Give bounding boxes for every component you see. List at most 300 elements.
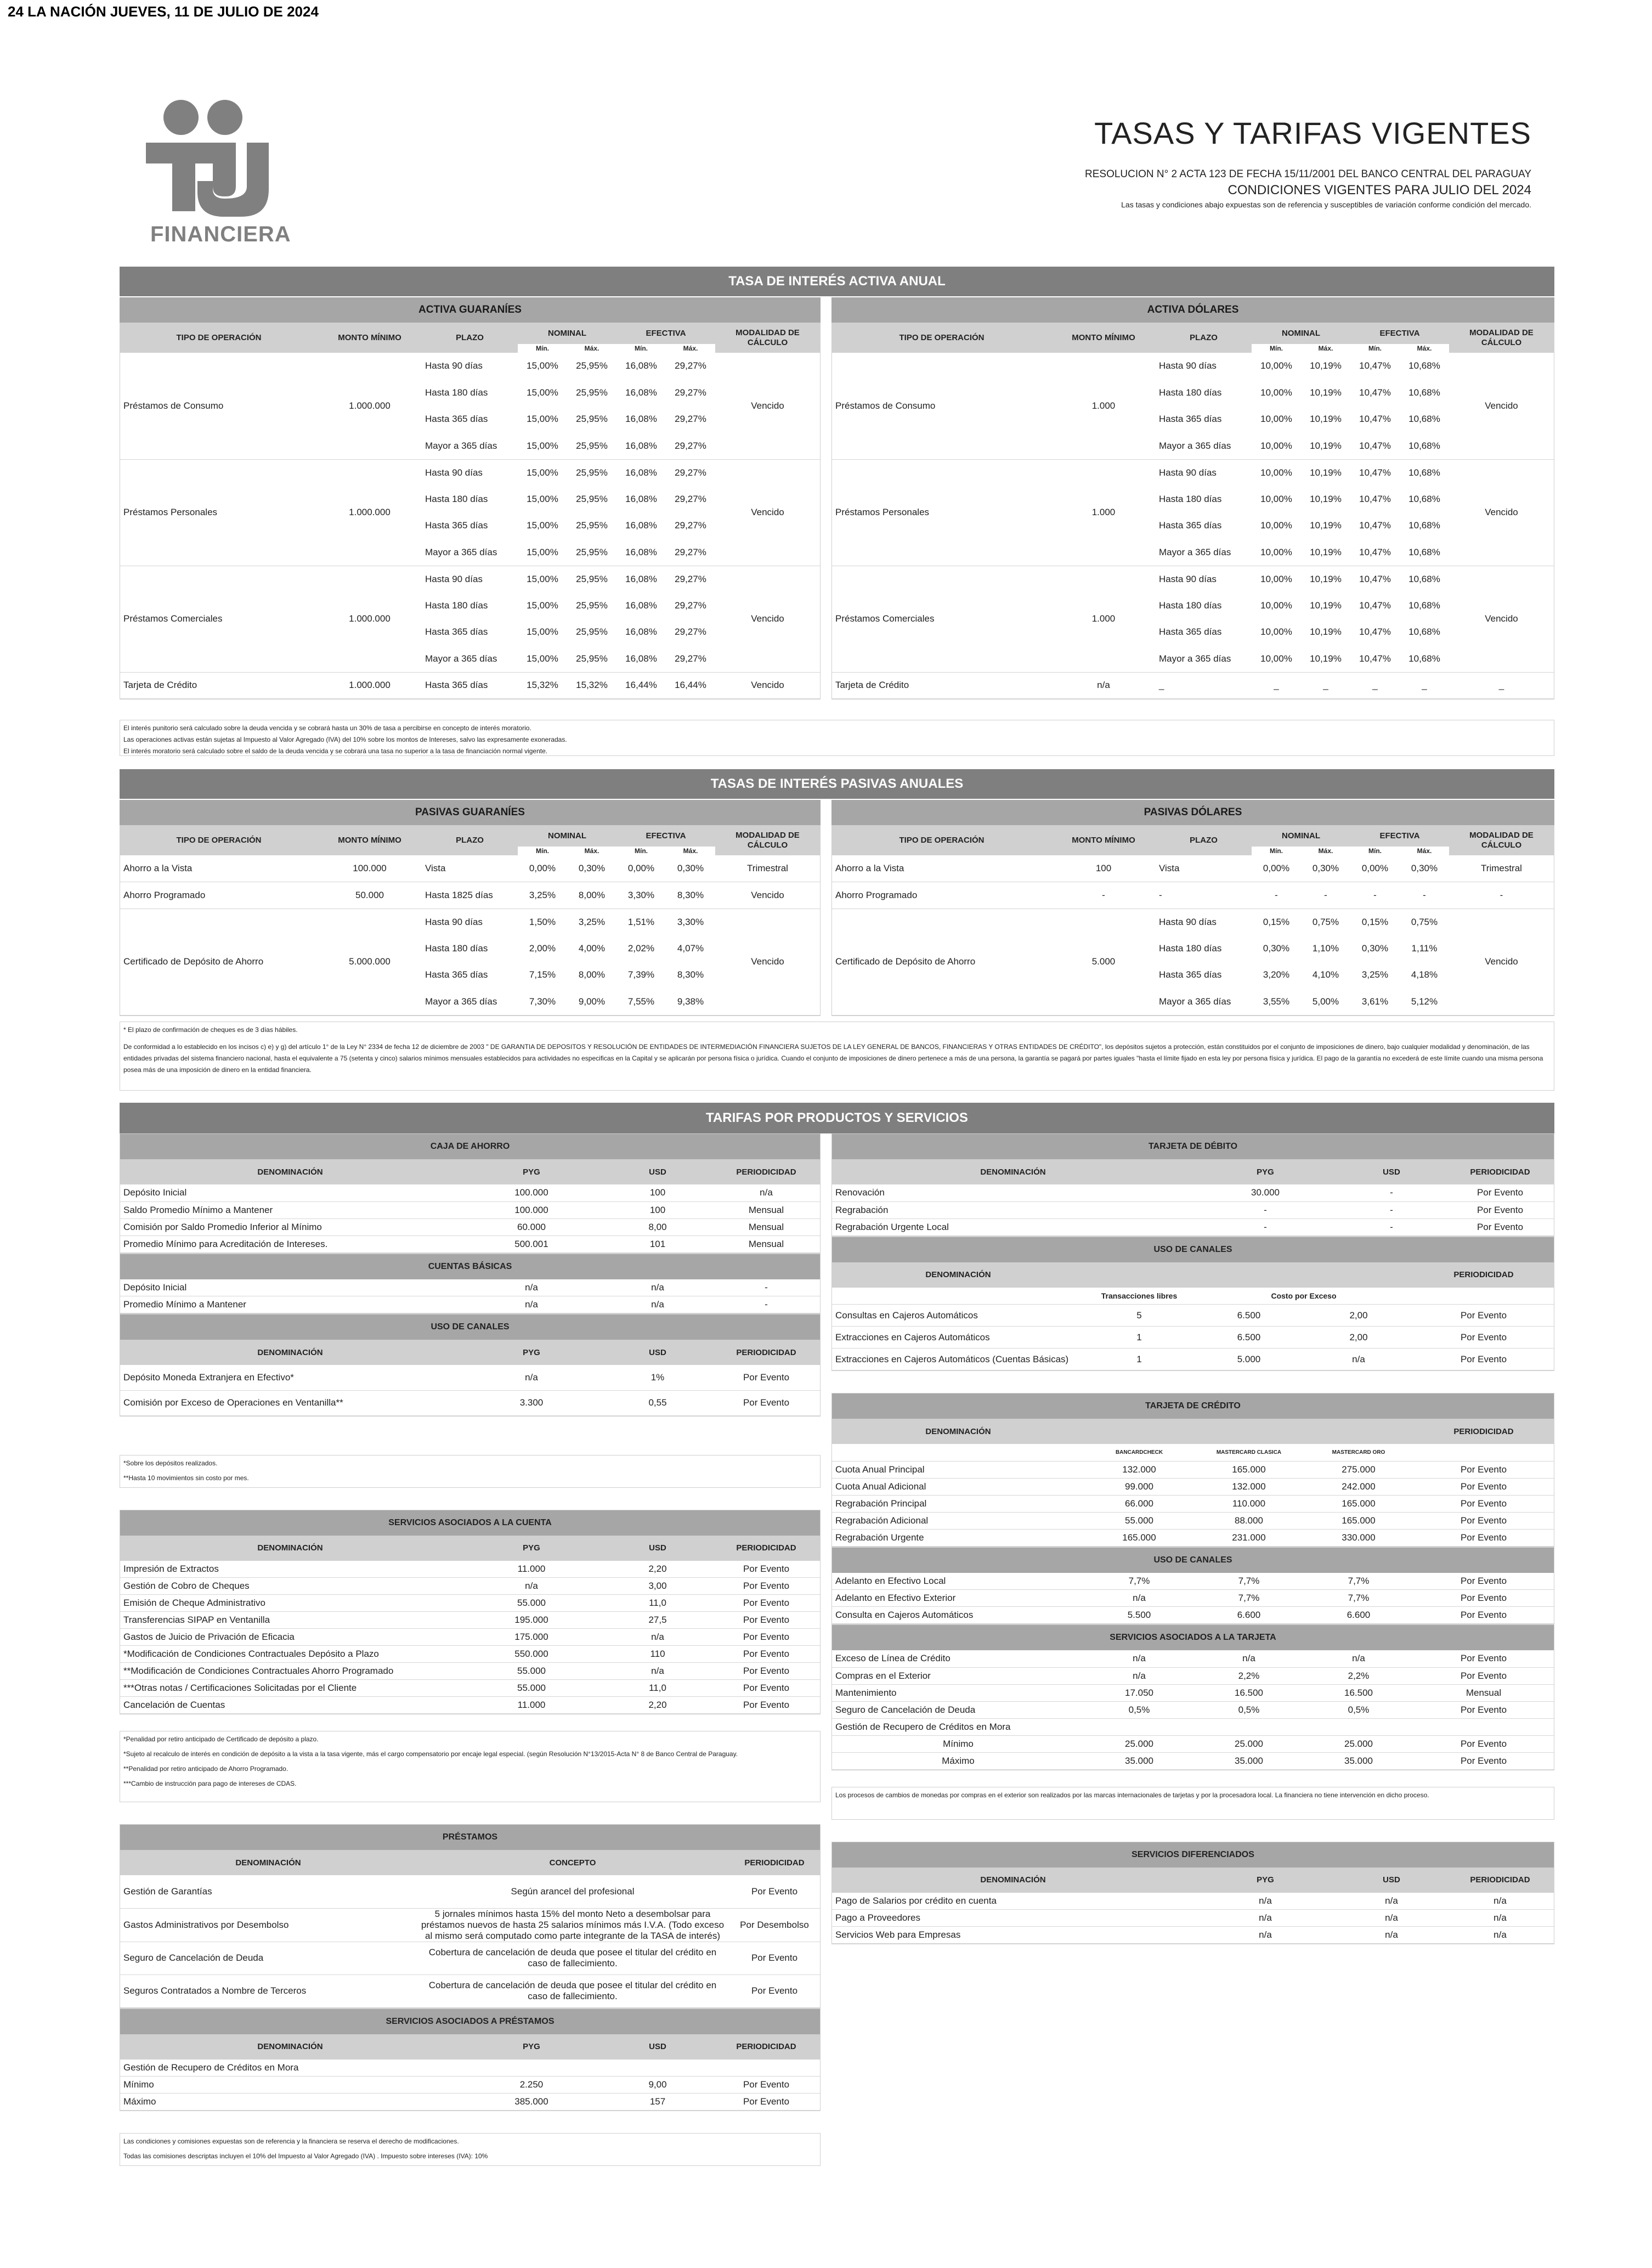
nom-min: 3,25% — [518, 882, 567, 909]
tariff-name: Máximo — [832, 1752, 1084, 1769]
col-max: Máx. — [1318, 345, 1333, 352]
col-header: USD — [603, 2034, 712, 2060]
tariff-row — [120, 1218, 820, 1235]
nom-min: 3,20% — [1263, 969, 1290, 980]
tariff-row — [120, 1908, 820, 1942]
nom-min: 15,00% — [527, 520, 558, 531]
tariff-value: 2.250 — [460, 2077, 603, 2094]
efe-min: 10,47% — [1359, 627, 1391, 637]
tariff-row — [120, 1680, 820, 1697]
tariff-value: 88.000 — [1194, 1512, 1304, 1529]
nom-min: 10,00% — [1260, 520, 1292, 531]
tariff-row — [120, 1296, 820, 1313]
tariff-value: 330.000 — [1304, 1529, 1413, 1546]
block-title: SERVICIOS ASOCIADOS A LA CUENTA — [120, 1510, 820, 1536]
plazo: Hasta 180 días — [1159, 387, 1222, 398]
tariff-value: 6.600 — [1304, 1607, 1413, 1624]
plazo: Hasta 180 días — [1159, 600, 1222, 611]
tariff-value: Por Evento — [1413, 1650, 1554, 1667]
efe-max: 0,75% — [1411, 916, 1438, 927]
tariff-value: 17.050 — [1084, 1684, 1194, 1701]
tariff-value: 0,5% — [1304, 1701, 1413, 1718]
tariff-value: 500.001 — [460, 1235, 603, 1253]
tariff-name: Seguro de Cancelación de Deuda — [120, 1942, 416, 1974]
col-header: DENOMINACIÓN — [120, 1536, 460, 1561]
tariff-value: Por Evento — [1413, 1752, 1554, 1769]
uso-canales-table — [120, 1314, 821, 1417]
tariff-value: Por Evento — [1413, 1349, 1554, 1370]
col-max: Máx. — [683, 847, 698, 855]
nom-max: 0,30% — [567, 855, 616, 882]
efe-max: 0,30% — [1400, 855, 1449, 882]
nom-max: 10,19% — [1310, 573, 1342, 584]
col-min: Mín. — [536, 345, 549, 352]
col-monto: MONTO MÍNIMO — [1072, 836, 1135, 845]
tariff-value: 1 — [1084, 1327, 1194, 1349]
nom-min: 3,55% — [1252, 989, 1301, 1015]
block-title: SERVICIOS DIFERENCIADOS — [832, 1842, 1554, 1868]
minimum-amount: 1.000.000 — [318, 566, 422, 672]
nom-max: 10,19% — [1310, 467, 1342, 478]
tariff-name: Máximo — [120, 2094, 460, 2111]
tariff-value: 3.300 — [460, 1390, 603, 1415]
efe-max: 29,27% — [675, 600, 706, 611]
rate-row — [832, 672, 1554, 699]
efe-max: _ — [1400, 672, 1449, 699]
mora-header: Gestión de Recupero de Créditos en Mora — [832, 1718, 1554, 1735]
efe-min: 10,47% — [1359, 600, 1391, 611]
nom-min: 10,00% — [1252, 539, 1301, 566]
subtable-title: PASIVAS DÓLARES — [831, 800, 1554, 825]
tariff-value: Por Evento — [712, 1697, 820, 1714]
credito-canales-table — [831, 1547, 1554, 1625]
plazo: Hasta 90 días — [1159, 360, 1217, 371]
plazo: Vista — [1156, 855, 1252, 882]
tariff-value: Por Evento — [1413, 1701, 1554, 1718]
tariff-row — [832, 1201, 1554, 1218]
tariff-row — [120, 1279, 820, 1296]
pasiva-guaranies-table — [120, 800, 821, 1016]
tariff-value: n/a — [603, 1663, 712, 1680]
col-header: DENOMINACIÓN — [832, 1868, 1194, 1893]
plazo: Hasta 90 días — [425, 573, 483, 584]
nom-min: 10,00% — [1260, 573, 1292, 584]
activa-note-1: El interés punitorio será calculado sobre la deuda vencida y se cobrará hasta un 30% de tasa a percibirse en concepto de interés moratorio. — [123, 724, 531, 732]
efe-min: _ — [1350, 672, 1400, 699]
tariff-value: 1% — [603, 1365, 712, 1390]
minimum-amount: 5.000 — [1051, 909, 1156, 1015]
col-max: Máx. — [1417, 847, 1432, 855]
col-header: DENOMINACIÓN — [120, 1159, 460, 1184]
tariff-value: 55.000 — [460, 1595, 603, 1612]
rate-row — [832, 459, 1554, 486]
rate-row — [120, 672, 820, 699]
efe-min: 16,08% — [625, 627, 657, 637]
col-tipo: TIPO DE OPERACIÓN — [176, 333, 262, 342]
nom-min: 15,00% — [527, 360, 558, 371]
tariff-name: Cuota Anual Adicional — [832, 1478, 1084, 1495]
efe-max: 29,27% — [666, 646, 715, 673]
subtable-title: ACTIVA GUARANÍES — [120, 297, 821, 323]
col-header: PYG — [460, 1340, 603, 1365]
tariff-row — [832, 1327, 1554, 1349]
tariff-value: 2,2% — [1194, 1667, 1304, 1684]
nom-min: 15,00% — [518, 539, 567, 566]
efe-min: 16,08% — [625, 493, 657, 504]
tariff-name: ***Otras notas / Certificaciones Solicitadas por el Cliente — [120, 1680, 460, 1697]
tariff-name: Pago de Salarios por crédito en cuenta — [832, 1893, 1194, 1910]
tariff-value: Por Evento — [1446, 1184, 1554, 1201]
nom-max: 25,95% — [576, 520, 608, 531]
col-modalidad: MODALIDAD DE CÁLCULO — [1469, 831, 1534, 850]
activa-banner: TASA DE INTERÉS ACTIVA ANUAL — [120, 267, 1554, 296]
col-header: USD — [1337, 1159, 1446, 1184]
tariff-name: Gastos de Juicio de Privación de Eficacia — [120, 1629, 460, 1646]
tariff-value: Por Evento — [1413, 1529, 1554, 1546]
note-line: **Hasta 10 movimientos sin costo por mes. — [123, 1474, 249, 1482]
plazo: Hasta 365 días — [1159, 627, 1222, 637]
tariff-value: n/a — [1084, 1590, 1194, 1607]
tariff-row — [120, 1629, 820, 1646]
nom-max: 25,95% — [576, 627, 608, 637]
col-modalidad: MODALIDAD DE CÁLCULO — [736, 328, 800, 347]
tariff-row — [832, 1893, 1554, 1910]
nom-max: 15,32% — [567, 672, 616, 699]
plazo: Hasta 180 días — [1159, 943, 1222, 954]
tariff-value: 195.000 — [460, 1612, 603, 1629]
rate-row — [120, 353, 820, 380]
efe-min: 3,61% — [1350, 989, 1400, 1015]
col-plazo: PLAZO — [1190, 836, 1218, 845]
nom-max: 10,19% — [1310, 387, 1342, 398]
efe-min: 16,08% — [625, 360, 657, 371]
tariff-value: 25.000 — [1084, 1735, 1194, 1752]
tariff-name: Adelanto en Efectivo Local — [832, 1573, 1084, 1590]
operation-type: Tarjeta de Crédito — [832, 672, 1051, 699]
tariff-value: 55.000 — [1084, 1512, 1194, 1529]
col-header: CONCEPTO — [416, 1850, 729, 1875]
col-plazo: PLAZO — [456, 333, 484, 342]
tariff-row — [832, 1667, 1554, 1684]
tariff-row — [832, 1512, 1554, 1529]
plazo: Vista — [422, 855, 518, 882]
col-nominal: NOMINAL — [548, 831, 586, 840]
tariff-row — [120, 1663, 820, 1680]
col-header: PERIODICIDAD — [1413, 1419, 1554, 1444]
tariff-row — [120, 1390, 820, 1415]
subtable-title: PASIVAS GUARANÍES — [120, 800, 821, 825]
pasiva-dolares-table — [831, 800, 1554, 1016]
tariff-row — [832, 1305, 1554, 1327]
tariff-value: Por Evento — [729, 1974, 820, 2007]
efe-max: 29,27% — [675, 360, 706, 371]
calc-mode: Vencido — [1449, 459, 1554, 566]
plazo: Hasta 365 días — [425, 520, 488, 531]
nom-min: 10,00% — [1260, 414, 1292, 425]
efe-max: 10,68% — [1408, 600, 1440, 611]
tariff-value: Por Evento — [712, 1680, 820, 1697]
efe-max: 29,27% — [675, 520, 706, 531]
tariff-row — [832, 1910, 1554, 1927]
minimum-amount: 1.000.000 — [318, 353, 422, 459]
efe-min: 10,47% — [1359, 493, 1391, 504]
plazo: Hasta 90 días — [1159, 467, 1217, 478]
newspaper-header: 24 LA NACIÓN JUEVES, 11 DE JULIO DE 2024 — [8, 3, 319, 20]
col-header: DENOMINACIÓN — [832, 1419, 1084, 1444]
tariff-value: Por Evento — [1413, 1305, 1554, 1327]
tariff-value: n/a — [1304, 1349, 1413, 1370]
nom-min: 15,00% — [527, 600, 558, 611]
rate-row — [120, 459, 820, 486]
tariff-row — [832, 1184, 1554, 1201]
tariff-value: - — [1194, 1218, 1337, 1235]
conditions-text: CONDICIONES VIGENTES PARA JULIO DEL 2024 — [1227, 183, 1531, 198]
page-title: TASAS Y TARIFAS VIGENTES — [1094, 116, 1531, 150]
plazo: Hasta 180 días — [425, 600, 488, 611]
tariff-value: n/a — [1194, 1927, 1337, 1944]
note-line: Las condiciones y comisiones expuestas son de referencia y la financiera se reserva el derecho de modificaciones. — [123, 2137, 459, 2145]
col-efectiva: EFECTIVA — [646, 831, 686, 840]
calc-mode: Vencido — [1449, 353, 1554, 459]
col-header: PERIODICIDAD — [729, 1850, 820, 1875]
logo-text: FINANCIERA — [150, 222, 291, 246]
tariff-value: Por Evento — [712, 1629, 820, 1646]
tariff-value: 165.000 — [1194, 1461, 1304, 1478]
efe-min: 0,15% — [1361, 916, 1389, 927]
nom-min: 10,00% — [1260, 493, 1292, 504]
tariff-name: Adelanto en Efectivo Exterior — [832, 1590, 1084, 1607]
nom-max: 8,00% — [567, 882, 616, 909]
nom-max: 4,10% — [1312, 969, 1339, 980]
block-title: SERVICIOS ASOCIADOS A LA TARJETA — [832, 1625, 1554, 1650]
minimum-amount: 5.000.000 — [318, 909, 422, 1015]
nom-max: 25,95% — [567, 539, 616, 566]
nom-min: 10,00% — [1252, 433, 1301, 460]
col-max: Máx. — [1417, 345, 1432, 352]
calc-mode: Vencido — [715, 882, 820, 909]
tariff-name: Extracciones en Cajeros Automáticos (Cuentas Básicas) — [832, 1349, 1084, 1370]
plazo: Hasta 365 días — [425, 969, 488, 980]
col-min: Mín. — [1368, 345, 1382, 352]
calc-mode: Vencido — [715, 353, 820, 459]
tariff-value: 27,5 — [603, 1612, 712, 1629]
col-max: Máx. — [584, 847, 599, 855]
efe-min: 16,08% — [625, 600, 657, 611]
col-header: PYG — [460, 1536, 603, 1561]
tariff-row — [120, 1974, 820, 2007]
rate-row — [832, 909, 1554, 935]
note-line: Todas las comisiones descriptas incluyen el 10% del Impuesto al Valor Agregado (IVA) . Impuesto sobre intereses (IVA): 10% — [123, 2152, 488, 2160]
tariff-value: Por Evento — [729, 1942, 820, 1974]
nom-min: 15,00% — [527, 627, 558, 637]
tariff-value: Cobertura de cancelación de deuda que posee el titular del crédito en caso de fallecimiento. — [416, 1974, 729, 2007]
tariff-value: - — [1337, 1184, 1446, 1201]
plazo: Hasta 365 días — [1159, 414, 1222, 425]
nom-min: 0,30% — [1263, 943, 1290, 954]
efe-min: 7,55% — [616, 989, 666, 1015]
tariff-value: 35.000 — [1194, 1752, 1304, 1769]
resolution-text: RESOLUCION N° 2 ACTA 123 DE FECHA 15/11/2001 DEL BANCO CENTRAL DEL PARAGUAY — [1085, 168, 1531, 180]
activa-notes — [120, 720, 1554, 756]
tariff-value: Por Evento — [1413, 1478, 1554, 1495]
plazo: Mayor a 365 días — [1156, 646, 1252, 673]
efe-min: 0,00% — [1350, 855, 1400, 882]
tariff-value: 100.000 — [460, 1201, 603, 1218]
tariff-value: 11.000 — [460, 1561, 603, 1578]
minimum-amount: 1.000 — [1051, 566, 1156, 672]
tariff-value: 16.500 — [1304, 1684, 1413, 1701]
efe-max: 10,68% — [1408, 467, 1440, 478]
tariff-value: n/a — [1337, 1927, 1446, 1944]
pasiva-notes — [120, 1022, 1554, 1091]
tariff-value: - — [1337, 1218, 1446, 1235]
plazo: - — [1156, 882, 1252, 909]
plazo: Hasta 365 días — [425, 414, 488, 425]
tariff-value: Por Evento — [712, 1646, 820, 1663]
tarifas-left-column — [120, 1133, 821, 2166]
calc-mode: Vencido — [715, 909, 820, 1015]
nom-min: 10,00% — [1252, 646, 1301, 673]
efe-max: 8,30% — [666, 882, 715, 909]
efe-max: 8,30% — [677, 969, 704, 980]
operation-type: Ahorro a la Vista — [832, 855, 1051, 882]
blank — [832, 1444, 1084, 1461]
tariff-value: 3,00 — [603, 1578, 712, 1595]
block-title: SERVICIOS ASOCIADOS A PRÉSTAMOS — [120, 2009, 820, 2034]
col-min: Mín. — [1270, 847, 1283, 855]
nom-max: 10,19% — [1310, 600, 1342, 611]
note-line: Los procesos de cambios de monedas por compras en el exterior son realizados por las marcas internacionales de tarjetas y por la procesadora local. La financiera no tiene intervención en dicho proceso. — [835, 1791, 1429, 1799]
tariff-row — [120, 1201, 820, 1218]
tariff-row — [832, 1573, 1554, 1590]
tariff-value: 5.500 — [1084, 1607, 1194, 1624]
col-tipo: TIPO DE OPERACIÓN — [176, 836, 262, 845]
efe-min: 16,44% — [616, 672, 666, 699]
credito-servicios-table — [831, 1624, 1554, 1770]
tariff-value: Por Evento — [1413, 1495, 1554, 1512]
blank — [1413, 1444, 1554, 1461]
tariff-value: 110 — [603, 1646, 712, 1663]
pasiva-section — [120, 769, 1554, 1022]
operation-type: Préstamos Comerciales — [120, 566, 318, 672]
tariff-value: Mensual — [1413, 1684, 1554, 1701]
block-title: CAJA DE AHORRO — [120, 1134, 820, 1159]
nom-max: 25,95% — [576, 467, 608, 478]
tarifas-banner: TARIFAS POR PRODUCTOS Y SERVICIOS — [120, 1103, 1554, 1133]
tarifas-section — [120, 1103, 1554, 1133]
tariff-value: 25.000 — [1194, 1735, 1304, 1752]
tariff-value: Cobertura de cancelación de deuda que posee el titular del crédito en caso de fallecimiento. — [416, 1942, 729, 1974]
minimum-amount: 50.000 — [318, 882, 422, 909]
col-header: PYG — [1194, 1868, 1337, 1893]
col-efectiva: EFECTIVA — [646, 329, 686, 338]
col-header: PERIODICIDAD — [712, 2034, 820, 2060]
tariff-name: Saldo Promedio Mínimo a Mantener — [120, 1201, 460, 1218]
nom-min: 15,32% — [518, 672, 567, 699]
tariff-value: 165.000 — [1304, 1512, 1413, 1529]
nom-min: 0,15% — [1263, 916, 1290, 927]
col-min: Mín. — [1368, 847, 1382, 855]
efe-max: 16,44% — [666, 672, 715, 699]
nom-min: 7,15% — [529, 969, 556, 980]
efe-min: 10,47% — [1359, 520, 1391, 531]
col-header: PERIODICIDAD — [712, 1159, 820, 1184]
activa-note-3: El interés moratorio será calculado sobre el saldo de la deuda vencida y se cobrará una tasa no superior a la tasa de financiación normal vigente. — [123, 747, 548, 755]
nom-max: 25,95% — [576, 360, 608, 371]
tariff-value: 5.000 — [1194, 1349, 1304, 1370]
col-efectiva: EFECTIVA — [1379, 831, 1420, 840]
col-header — [1194, 1419, 1304, 1444]
tariff-value: 6.600 — [1194, 1607, 1304, 1624]
blank — [1413, 1288, 1554, 1305]
servicios-notes — [120, 1731, 821, 1802]
col-header: PERIODICIDAD — [1413, 1262, 1554, 1288]
efe-max: 3,30% — [677, 916, 704, 927]
block-title: USO DE CANALES — [120, 1314, 820, 1340]
tariff-row — [120, 1184, 820, 1201]
efe-max: 29,27% — [675, 387, 706, 398]
nom-min: 1,50% — [529, 916, 556, 927]
operation-type: Préstamos Personales — [832, 459, 1051, 566]
cuentas-basicas-table — [120, 1254, 821, 1314]
tariff-value: Por Evento — [1413, 1573, 1554, 1590]
tariff-value: n/a — [1446, 1910, 1554, 1927]
note-line: *Sobre los depósitos realizados. — [123, 1459, 218, 1467]
tariff-value: 2,00 — [1304, 1305, 1413, 1327]
efe-min: 10,47% — [1350, 433, 1400, 460]
col-plazo: PLAZO — [456, 836, 484, 845]
tariff-row — [832, 1684, 1554, 1701]
nom-max: 5,00% — [1301, 989, 1350, 1015]
nom-min: 10,00% — [1260, 627, 1292, 637]
tariff-name: Exceso de Línea de Crédito — [832, 1650, 1084, 1667]
nom-max: 3,25% — [578, 916, 606, 927]
tariff-value: - — [712, 1296, 820, 1313]
efe-max: 1,11% — [1411, 943, 1438, 954]
plazo: Mayor a 365 días — [1156, 989, 1252, 1015]
tariff-row — [832, 1650, 1554, 1667]
tariff-value: 231.000 — [1194, 1529, 1304, 1546]
subtable-title: ACTIVA DÓLARES — [831, 297, 1554, 323]
nom-min: _ — [1252, 672, 1301, 699]
tariff-row — [832, 1529, 1554, 1546]
efe-max: 0,30% — [666, 855, 715, 882]
tariff-value: 0,5% — [1084, 1701, 1194, 1718]
tariff-value: 7,7% — [1194, 1590, 1304, 1607]
operation-type: Préstamos de Consumo — [120, 353, 318, 459]
efe-max: 5,12% — [1400, 989, 1449, 1015]
efe-min: 10,47% — [1350, 539, 1400, 566]
nom-max: 8,00% — [578, 969, 606, 980]
tariff-value: n/a — [603, 1279, 712, 1296]
tariff-name: Gestión de Garantías — [120, 1875, 416, 1908]
tariff-name: *Modificación de Condiciones Contractuales Depósito a Plazo — [120, 1646, 460, 1663]
efe-min: 10,47% — [1359, 387, 1391, 398]
col-header: PYG — [1194, 1159, 1337, 1184]
minimum-amount: 1.000.000 — [318, 459, 422, 566]
tariff-row — [832, 1349, 1554, 1370]
nom-min: 0,00% — [1252, 855, 1301, 882]
efe-min: 10,47% — [1359, 467, 1391, 478]
calc-mode: _ — [1449, 672, 1554, 699]
rate-row — [832, 882, 1554, 909]
efe-max: 10,68% — [1400, 433, 1449, 460]
tariff-value: Por Evento — [712, 2077, 820, 2094]
nom-max: 4,00% — [578, 943, 606, 954]
tariff-value: 7,7% — [1304, 1590, 1413, 1607]
tariff-value: Mensual — [712, 1235, 820, 1253]
card-brand-label: MASTERCARD ORO — [1304, 1444, 1413, 1461]
